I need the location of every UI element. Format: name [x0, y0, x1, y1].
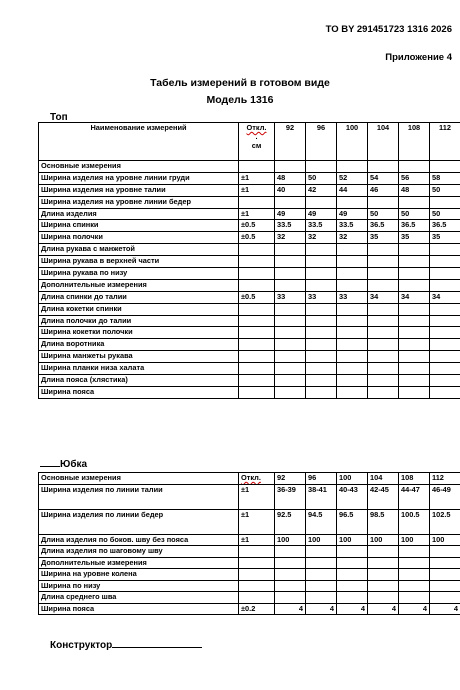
- size-value-cell: 94.5: [306, 509, 337, 534]
- size-value-cell: [368, 279, 399, 291]
- size-value-cell: 42-45: [368, 484, 399, 509]
- table-row: [39, 220, 460, 232]
- table-header-row: [39, 123, 460, 161]
- deviation-cell: [239, 244, 275, 256]
- table-row: [39, 161, 460, 173]
- size-value-cell: [337, 339, 368, 351]
- size-value-cell: [368, 592, 399, 604]
- deviation-cell: [239, 256, 275, 268]
- table-row: [39, 196, 460, 208]
- size-value-cell: 36-39: [275, 484, 306, 509]
- table-row: [39, 580, 460, 592]
- header-size: 92: [275, 473, 306, 485]
- size-value-cell: [368, 303, 399, 315]
- size-value-cell: [337, 268, 368, 280]
- size-value-cell: [368, 363, 399, 375]
- size-value-cell: [306, 268, 337, 280]
- size-value-cell: 96.5: [337, 509, 368, 534]
- measurement-name-cell: Ширина пояса: [39, 603, 239, 615]
- size-value-cell: [399, 339, 430, 351]
- table-header-row: [39, 473, 460, 485]
- size-value-cell: [275, 375, 306, 387]
- size-value-cell: 4: [368, 603, 399, 615]
- size-value-cell: [399, 351, 430, 363]
- table-row: [39, 291, 460, 303]
- size-value-cell: [368, 315, 399, 327]
- table-row: [39, 351, 460, 363]
- size-value-cell: 46-49: [430, 484, 460, 509]
- measurement-name-cell: Длина полочки до талии: [39, 315, 239, 327]
- deviation-cell: ±1: [239, 208, 275, 220]
- deviation-cell: [239, 303, 275, 315]
- header-size: 92: [275, 123, 306, 161]
- size-value-cell: 44-47: [399, 484, 430, 509]
- size-value-cell: [399, 303, 430, 315]
- size-value-cell: [368, 557, 399, 569]
- size-value-cell: 35: [430, 232, 460, 244]
- size-value-cell: 4: [337, 603, 368, 615]
- deviation-cell: [239, 569, 275, 581]
- table-row: [39, 208, 460, 220]
- size-value-cell: [399, 256, 430, 268]
- size-value-cell: 36.5: [399, 220, 430, 232]
- measurement-name-cell: Ширина изделия по линии бедер: [39, 509, 239, 534]
- size-value-cell: 46: [368, 184, 399, 196]
- size-value-cell: 58: [430, 172, 460, 184]
- size-value-cell: [337, 196, 368, 208]
- size-value-cell: [430, 268, 460, 280]
- size-value-cell: 92.5: [275, 509, 306, 534]
- size-value-cell: 49: [275, 208, 306, 220]
- size-value-cell: [306, 569, 337, 581]
- size-value-cell: [368, 351, 399, 363]
- size-value-cell: [430, 244, 460, 256]
- header-size: 96: [306, 473, 337, 485]
- size-value-cell: 100: [306, 534, 337, 546]
- size-value-cell: [306, 580, 337, 592]
- size-value-cell: [399, 161, 430, 173]
- header-size: 100: [337, 473, 368, 485]
- size-value-cell: 48: [399, 184, 430, 196]
- size-value-cell: [368, 244, 399, 256]
- deviation-cell: [239, 386, 275, 398]
- deviation-cell: ±0.5: [239, 232, 275, 244]
- size-value-cell: [275, 256, 306, 268]
- measurement-name-cell: Основные измерения: [39, 161, 239, 173]
- size-value-cell: [275, 546, 306, 558]
- size-value-cell: 50: [430, 184, 460, 196]
- table-row: [39, 279, 460, 291]
- size-value-cell: [306, 196, 337, 208]
- measurement-name-cell: Ширина пояса: [39, 386, 239, 398]
- size-value-cell: [368, 546, 399, 558]
- size-value-cell: [368, 196, 399, 208]
- measurement-name-cell: Длина среднего шва: [39, 592, 239, 604]
- size-value-cell: 4: [430, 603, 460, 615]
- size-value-cell: [275, 161, 306, 173]
- size-value-cell: 49: [306, 208, 337, 220]
- size-value-cell: [306, 339, 337, 351]
- size-value-cell: [399, 363, 430, 375]
- size-value-cell: [337, 546, 368, 558]
- size-value-cell: [275, 303, 306, 315]
- deviation-cell: [239, 339, 275, 351]
- size-value-cell: 98.5: [368, 509, 399, 534]
- header-size: 112: [430, 123, 460, 161]
- size-value-cell: 52: [337, 172, 368, 184]
- size-value-cell: [306, 557, 337, 569]
- measurement-name-cell: Ширина спинки: [39, 220, 239, 232]
- deviation-cell: [239, 351, 275, 363]
- size-value-cell: 54: [368, 172, 399, 184]
- size-value-cell: [337, 161, 368, 173]
- measurement-name-cell: Ширина изделия по линии талии: [39, 484, 239, 509]
- size-value-cell: [306, 315, 337, 327]
- size-value-cell: 33.5: [275, 220, 306, 232]
- size-value-cell: [275, 327, 306, 339]
- size-value-cell: 36.5: [430, 220, 460, 232]
- size-value-cell: [368, 161, 399, 173]
- size-value-cell: 32: [306, 232, 337, 244]
- deviation-cell: [239, 546, 275, 558]
- table-row: [39, 232, 460, 244]
- size-value-cell: [306, 279, 337, 291]
- size-value-cell: [399, 569, 430, 581]
- size-value-cell: [306, 386, 337, 398]
- measurement-name-cell: Длина кокетки спинки: [39, 303, 239, 315]
- measurement-name-cell: Ширина изделия на уровне линии груди: [39, 172, 239, 184]
- deviation-cell: [239, 196, 275, 208]
- size-value-cell: [430, 327, 460, 339]
- deviation-cell: ±1: [239, 184, 275, 196]
- size-value-cell: [306, 244, 337, 256]
- deviation-cell: [239, 580, 275, 592]
- size-value-cell: [430, 375, 460, 387]
- size-value-cell: [399, 268, 430, 280]
- deviation-cell: ±1: [239, 534, 275, 546]
- deviation-cell: [239, 279, 275, 291]
- table-row: [39, 557, 460, 569]
- size-value-cell: [306, 363, 337, 375]
- size-value-cell: [337, 327, 368, 339]
- table-row: [39, 244, 460, 256]
- table-row: [39, 546, 460, 558]
- size-value-cell: 4: [275, 603, 306, 615]
- document-number: ТО BY 291451723 1316 2026: [325, 24, 452, 35]
- size-value-cell: [306, 303, 337, 315]
- size-value-cell: [430, 557, 460, 569]
- table-row: [39, 327, 460, 339]
- size-value-cell: [430, 339, 460, 351]
- size-value-cell: 34: [368, 291, 399, 303]
- size-value-cell: [306, 256, 337, 268]
- size-value-cell: [337, 363, 368, 375]
- size-value-cell: [368, 580, 399, 592]
- size-value-cell: [399, 546, 430, 558]
- size-value-cell: [430, 303, 460, 315]
- size-value-cell: [275, 592, 306, 604]
- table-row: [39, 268, 460, 280]
- table-row: [39, 315, 460, 327]
- document-title: Табель измерений в готовом виде: [150, 77, 330, 89]
- size-value-cell: [306, 546, 337, 558]
- measurement-name-cell: Ширина изделия на уровне линии бедер: [39, 196, 239, 208]
- measurement-name-cell: Ширина на уровне колена: [39, 569, 239, 581]
- constructor-signature-line: Конструктор: [50, 637, 202, 651]
- size-value-cell: [306, 327, 337, 339]
- size-value-cell: 33: [337, 291, 368, 303]
- appendix-label: Приложение 4: [385, 52, 452, 63]
- section-title-top: Топ: [50, 112, 68, 123]
- size-value-cell: 44: [337, 184, 368, 196]
- size-value-cell: [399, 592, 430, 604]
- header-deviation: Откл. . см: [239, 123, 275, 161]
- size-value-cell: [430, 580, 460, 592]
- measurement-name-cell: Длина рукава с манжетой: [39, 244, 239, 256]
- size-value-cell: [368, 339, 399, 351]
- size-value-cell: [430, 546, 460, 558]
- size-value-cell: [368, 268, 399, 280]
- size-value-cell: [306, 161, 337, 173]
- header-deviation: Откл.: [239, 473, 275, 485]
- measurement-name-cell: Дополнительные измерения: [39, 279, 239, 291]
- deviation-cell: [239, 161, 275, 173]
- size-value-cell: 56: [399, 172, 430, 184]
- size-value-cell: [399, 244, 430, 256]
- deviation-cell: ±0.2: [239, 603, 275, 615]
- table-row: [39, 603, 460, 615]
- size-value-cell: [306, 375, 337, 387]
- deviation-cell: [239, 327, 275, 339]
- size-value-cell: [337, 315, 368, 327]
- size-value-cell: [430, 315, 460, 327]
- size-value-cell: [368, 327, 399, 339]
- size-value-cell: [337, 279, 368, 291]
- measurement-name-cell: Ширина полочки: [39, 232, 239, 244]
- measurement-name-cell: Ширина по низу: [39, 580, 239, 592]
- table-row: [39, 509, 460, 534]
- size-value-cell: [399, 580, 430, 592]
- size-value-cell: 100: [368, 534, 399, 546]
- deviation-cell: ±1: [239, 172, 275, 184]
- measurement-name-cell: Длина изделия: [39, 208, 239, 220]
- size-value-cell: [399, 327, 430, 339]
- header-size: 100: [337, 123, 368, 161]
- size-value-cell: 38-41: [306, 484, 337, 509]
- size-value-cell: [430, 196, 460, 208]
- size-value-cell: [399, 196, 430, 208]
- size-value-cell: [337, 592, 368, 604]
- size-value-cell: [337, 569, 368, 581]
- size-value-cell: [275, 569, 306, 581]
- size-value-cell: [430, 161, 460, 173]
- size-value-cell: [337, 375, 368, 387]
- size-value-cell: [275, 557, 306, 569]
- deviation-cell: ±1: [239, 509, 275, 534]
- size-value-cell: 4: [399, 603, 430, 615]
- size-value-cell: [399, 279, 430, 291]
- size-value-cell: [275, 268, 306, 280]
- size-value-cell: 42: [306, 184, 337, 196]
- header-size: 108: [399, 123, 430, 161]
- header-size: 96: [306, 123, 337, 161]
- size-value-cell: [275, 339, 306, 351]
- size-value-cell: [306, 592, 337, 604]
- deviation-cell: ±1: [239, 484, 275, 509]
- deviation-cell: [239, 363, 275, 375]
- size-value-cell: [368, 375, 399, 387]
- size-value-cell: [275, 315, 306, 327]
- size-value-cell: 33.5: [306, 220, 337, 232]
- deviation-cell: [239, 592, 275, 604]
- table-row: [39, 172, 460, 184]
- size-value-cell: 32: [275, 232, 306, 244]
- size-value-cell: [275, 196, 306, 208]
- size-value-cell: 50: [368, 208, 399, 220]
- size-value-cell: 35: [399, 232, 430, 244]
- deviation-cell: [239, 315, 275, 327]
- table-row: [39, 375, 460, 387]
- size-value-cell: [337, 580, 368, 592]
- size-value-cell: [399, 315, 430, 327]
- size-value-cell: 50: [399, 208, 430, 220]
- size-value-cell: 100.5: [399, 509, 430, 534]
- table-row: [39, 184, 460, 196]
- header-measurement-name: Наименование измерений: [39, 123, 239, 161]
- measurement-name-cell: Длина пояса (хлястика): [39, 375, 239, 387]
- size-value-cell: [368, 386, 399, 398]
- size-value-cell: [430, 386, 460, 398]
- table-row: [39, 256, 460, 268]
- table-row: [39, 569, 460, 581]
- measurement-name-cell: Ширина кокетки полочки: [39, 327, 239, 339]
- table-row: [39, 592, 460, 604]
- size-value-cell: 33.5: [337, 220, 368, 232]
- size-value-cell: [399, 557, 430, 569]
- size-value-cell: 35: [368, 232, 399, 244]
- size-value-cell: 50: [430, 208, 460, 220]
- size-value-cell: [275, 363, 306, 375]
- size-value-cell: [337, 386, 368, 398]
- header-measurement-name: Основные измерения: [39, 473, 239, 485]
- measurement-name-cell: Длина изделия по боков. шву без пояса: [39, 534, 239, 546]
- measurement-name-cell: Ширина рукава по низу: [39, 268, 239, 280]
- size-value-cell: 34: [399, 291, 430, 303]
- size-value-cell: 100: [337, 534, 368, 546]
- size-value-cell: [306, 351, 337, 363]
- measurement-name-cell: Ширина рукава в верхней части: [39, 256, 239, 268]
- deviation-cell: [239, 375, 275, 387]
- size-value-cell: [430, 592, 460, 604]
- model-title: Модель 1316: [206, 94, 274, 106]
- size-value-cell: [430, 279, 460, 291]
- deviation-cell: [239, 557, 275, 569]
- size-value-cell: 4: [306, 603, 337, 615]
- size-value-cell: 40: [275, 184, 306, 196]
- size-value-cell: 32: [337, 232, 368, 244]
- size-value-cell: 100: [275, 534, 306, 546]
- size-value-cell: 100: [399, 534, 430, 546]
- measurement-name-cell: Ширина планки низа халата: [39, 363, 239, 375]
- size-value-cell: 33: [306, 291, 337, 303]
- measurement-name-cell: Длина изделия по шаговому шву: [39, 546, 239, 558]
- size-value-cell: 40-43: [337, 484, 368, 509]
- header-size: 112: [430, 473, 460, 485]
- measurement-name-cell: Длина спинки до талии: [39, 291, 239, 303]
- size-value-cell: 50: [306, 172, 337, 184]
- measurement-name-cell: Ширина изделия на уровне талии: [39, 184, 239, 196]
- size-value-cell: [337, 557, 368, 569]
- size-value-cell: [275, 244, 306, 256]
- size-value-cell: [275, 351, 306, 363]
- size-value-cell: 48: [275, 172, 306, 184]
- measurement-name-cell: Дополнительные измерения: [39, 557, 239, 569]
- table-row: [39, 484, 460, 509]
- size-value-cell: 102.5: [430, 509, 460, 534]
- size-value-cell: [337, 303, 368, 315]
- size-value-cell: 36.5: [368, 220, 399, 232]
- size-value-cell: 49: [337, 208, 368, 220]
- table-row: [39, 386, 460, 398]
- size-value-cell: [275, 580, 306, 592]
- size-value-cell: 100: [430, 534, 460, 546]
- size-value-cell: [430, 351, 460, 363]
- measurement-name-cell: Ширина манжеты рукава: [39, 351, 239, 363]
- size-value-cell: [399, 375, 430, 387]
- table-row: [39, 339, 460, 351]
- top-measurements-table: [38, 122, 460, 399]
- header-size: 108: [399, 473, 430, 485]
- header-size: 104: [368, 123, 399, 161]
- size-value-cell: 33: [275, 291, 306, 303]
- table-row: [39, 534, 460, 546]
- size-value-cell: [275, 386, 306, 398]
- size-value-cell: [337, 244, 368, 256]
- size-value-cell: [399, 386, 430, 398]
- table-row: [39, 363, 460, 375]
- size-value-cell: [368, 569, 399, 581]
- size-value-cell: [430, 363, 460, 375]
- size-value-cell: [430, 569, 460, 581]
- size-value-cell: [430, 256, 460, 268]
- deviation-cell: ±0.5: [239, 291, 275, 303]
- table-row: [39, 303, 460, 315]
- size-value-cell: 34: [430, 291, 460, 303]
- size-value-cell: [337, 351, 368, 363]
- deviation-cell: ±0.5: [239, 220, 275, 232]
- size-value-cell: [368, 256, 399, 268]
- header-size: 104: [368, 473, 399, 485]
- measurement-name-cell: Длина воротника: [39, 339, 239, 351]
- size-value-cell: [275, 279, 306, 291]
- section-title-skirt: Юбка: [40, 456, 87, 470]
- deviation-cell: [239, 268, 275, 280]
- size-value-cell: [337, 256, 368, 268]
- skirt-measurements-table: [38, 472, 460, 615]
